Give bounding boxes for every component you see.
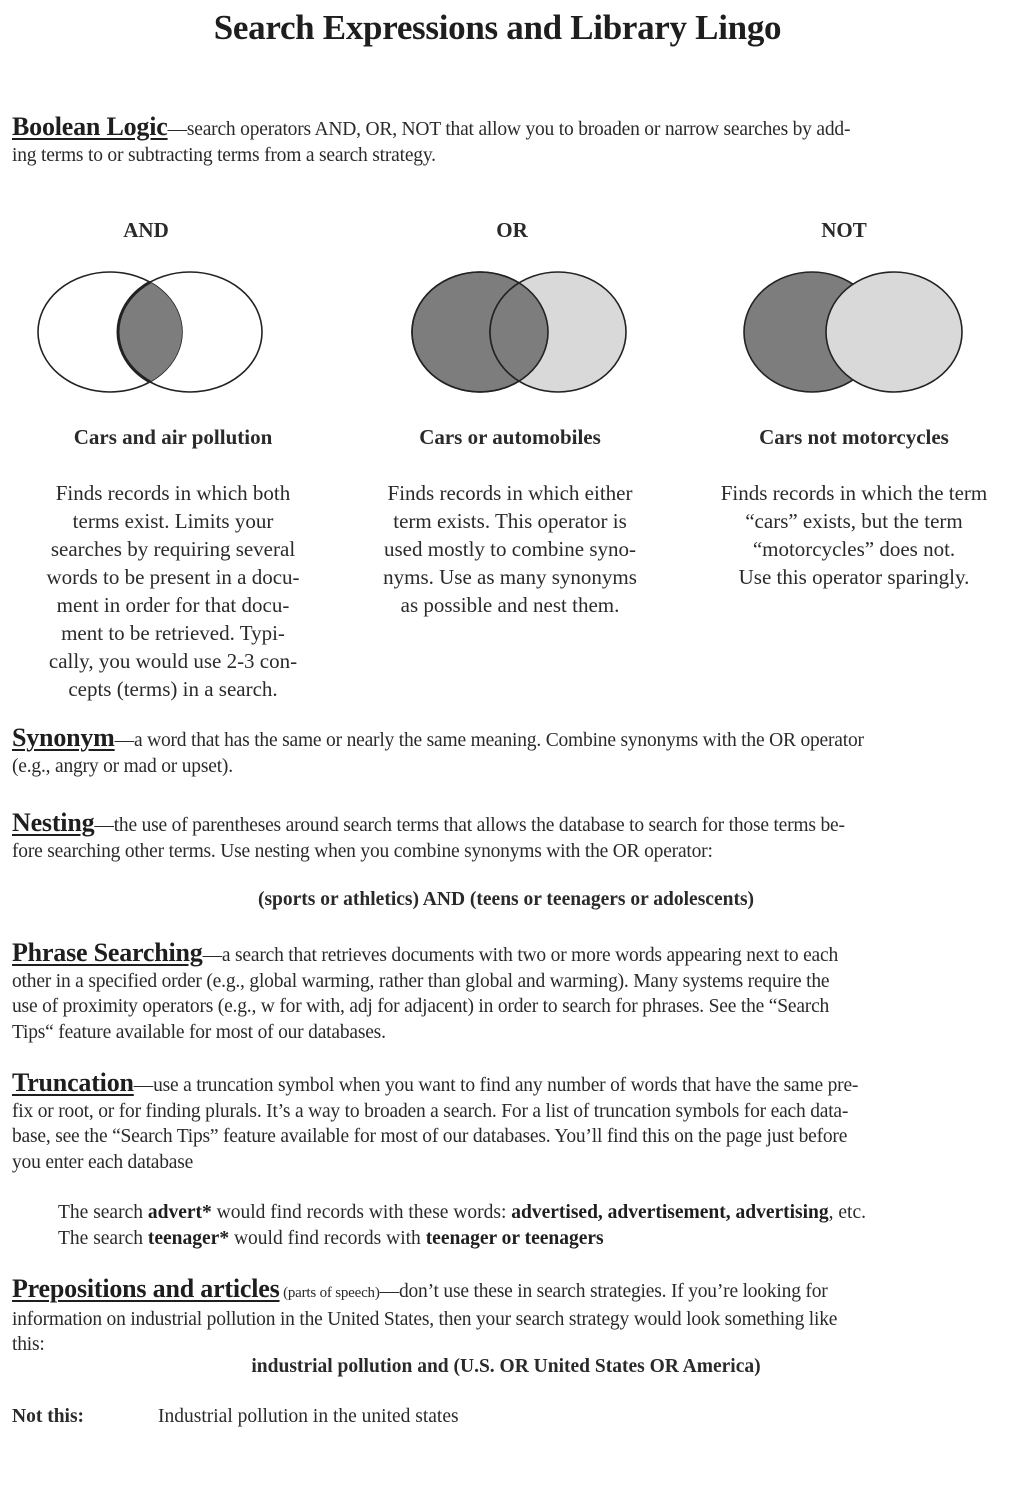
boolean-logic-definition: Boolean Logic—search operators AND, OR, NOT that allow you to broaden or narrow searches by add- ing terms to or subtracting terms from a search strategy. xyxy=(12,112,851,166)
venn-and-diagram xyxy=(30,265,270,395)
truncation-definition: Truncation—use a truncation symbol when you want to find any number of words that have the same pre- fix or root, or for finding plurals. It’s a way to broaden a search. For a list of truncation symbols for each data- base, see the “Search Tips” feature available for most of our databases. You’ll find this on the page just before you enter each database xyxy=(12,1068,859,1173)
truncation-examples xyxy=(58,1200,1018,1252)
operator-label-or: OR xyxy=(496,218,528,242)
truncation-example-advert: The search advert* would find records with these words: advertised, advertisement, advertising, etc. xyxy=(58,1202,867,1223)
description-and: Finds records in which both terms exist. Limits your searches by requiring several words to be present in a docu- ment in order for that docu- ment to be retrieved. Typi- cally, you would use 2-3 con- cepts (terms) in a search. xyxy=(46,481,300,701)
prepositions-definition: Prepositions and articles (parts of speech)—don’t use these in search strategies. If you’re looking for information on industrial pollution in the United States, then your search strategy would look something like this: xyxy=(12,1274,838,1355)
operator-label-and: AND xyxy=(123,218,169,242)
venn-or-diagram xyxy=(400,265,640,395)
venn-not-circle-motorcycles xyxy=(826,272,962,392)
synonym-definition: Synonym—a word that has the same or nearly the same meaning. Combine synonyms with the OR operator (e.g., angry or mad or upset). xyxy=(12,723,864,777)
truncation-example-teenager: The search teenager* would find records with teenager or teenagers xyxy=(58,1228,604,1249)
operator-label-not: NOT xyxy=(821,218,867,242)
description-not: Finds records in which the term “cars” exists, but the term “motorcycles” does not. Use this operator sparingly. xyxy=(720,481,988,589)
nesting-definition: Nesting—the use of parentheses around search terms that allows the database to search for those terms be- fore searching other terms. Use nesting when you combine synonyms with the OR operator: xyxy=(12,808,845,862)
not-this-example: Industrial pollution in the united states xyxy=(158,1406,459,1427)
venn-not-diagram xyxy=(734,265,974,395)
not-this-label: Not this: xyxy=(12,1406,85,1427)
term-phrase-searching: Phrase Searching xyxy=(12,938,203,967)
term-boolean-logic: Boolean Logic xyxy=(12,112,168,141)
term-truncation: Truncation xyxy=(12,1068,134,1097)
caption-and: Cars and air pollution xyxy=(73,425,273,449)
nesting-example: (sports or athletics) AND (teens or teenagers or adolescents) xyxy=(257,889,755,910)
term-prepositions-and-articles: Prepositions and articles xyxy=(12,1274,280,1303)
prepositions-example: industrial pollution and (U.S. OR United States OR America) xyxy=(251,1356,761,1377)
description-or: Finds records in which either term exists. This operator is used mostly to combine syno- nyms. Use as many synonyms as possible and nest them. xyxy=(383,481,637,617)
caption-or: Cars or automobiles xyxy=(419,425,601,449)
term-nesting: Nesting xyxy=(12,808,95,837)
term-synonym: Synonym xyxy=(12,723,115,752)
page-title: Search Expressions and Library Lingo xyxy=(213,8,782,47)
phrase-searching-definition: Phrase Searching—a search that retrieves documents with two or more words appearing next to each other in a specified order (e.g., global warming, rather than global and warming). Many systems require the use of proximity operators (e.g., w for with, adj for adjacent) in order to search for phrases. See the “Search Tips“ feature available for most of our databases. xyxy=(12,938,839,1043)
caption-not: Cars not motorcycles xyxy=(759,425,949,449)
